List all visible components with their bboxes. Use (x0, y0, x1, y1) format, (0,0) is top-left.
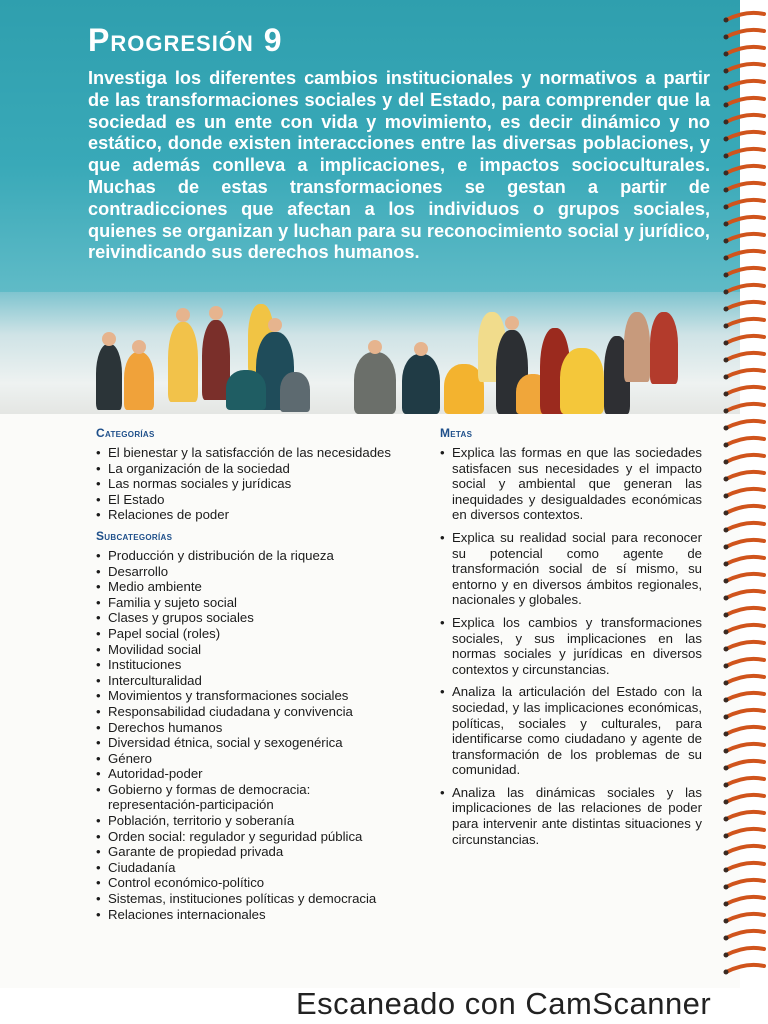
spiral-loop (726, 251, 764, 258)
spiral-loop (726, 557, 764, 564)
binding-hole (724, 834, 729, 839)
spiral-loop (726, 421, 764, 428)
spiral-loop (726, 897, 764, 904)
categoria-item: • Las normas sociales y jurídicas (96, 476, 396, 492)
spiral-loop (726, 846, 764, 853)
binding-hole (724, 732, 729, 737)
spiral-loop (726, 268, 764, 275)
subcategoria-item: • Papel social (roles) (96, 626, 396, 642)
binding-hole (724, 613, 729, 618)
binding-hole (724, 511, 729, 516)
spiral-loop (726, 64, 764, 71)
binding-hole (724, 953, 729, 958)
binding-hole (724, 256, 729, 261)
binding-hole (724, 647, 729, 652)
page-title: Progresión 9 (88, 22, 283, 58)
binding-hole (724, 18, 729, 23)
subcategoria-item: • Producción y distribución de la riqueza (96, 548, 396, 564)
binding-hole (724, 885, 729, 890)
binding-hole (724, 120, 729, 125)
binding-hole (724, 545, 729, 550)
categoria-item: • Relaciones de poder (96, 507, 396, 523)
binding-hole (724, 460, 729, 465)
binding-hole (724, 69, 729, 74)
spiral-loop (726, 574, 764, 581)
categorias-heading: Categorías (96, 426, 155, 440)
spiral-loop (726, 234, 764, 241)
spiral-loop (726, 336, 764, 343)
binding-hole (724, 392, 729, 397)
spiral-loop (726, 608, 764, 615)
spiral-binding (720, 0, 768, 988)
binding-hole (724, 749, 729, 754)
spiral-loop (726, 523, 764, 530)
spiral-loop (726, 115, 764, 122)
spiral-loop (726, 149, 764, 156)
binding-hole (724, 783, 729, 788)
binding-hole (724, 307, 729, 312)
spiral-loop (726, 591, 764, 598)
spiral-loop (726, 744, 764, 751)
binding-hole (724, 35, 729, 40)
spiral-loop (726, 659, 764, 666)
spiral-loop (726, 438, 764, 445)
subcategoria-item: • Medio ambiente (96, 579, 396, 595)
binding-hole (724, 222, 729, 227)
binding-hole (724, 698, 729, 703)
spiral-loop (726, 370, 764, 377)
subcategoria-item: • Desarrollo (96, 564, 396, 580)
spiral-loop (726, 98, 764, 105)
metas-heading: Metas (440, 426, 473, 440)
subcategoria-item: • Relaciones internacionales (96, 907, 396, 923)
spiral-loop (726, 880, 764, 887)
subcategoria-item: • Movilidad social (96, 642, 396, 658)
categoria-item: • El bienestar y la satisfacción de las necesidades (96, 445, 396, 461)
spiral-loop (726, 778, 764, 785)
spiral-loop (726, 914, 764, 921)
spiral-loop (726, 506, 764, 513)
binding-hole (724, 800, 729, 805)
binding-hole (724, 715, 729, 720)
binding-hole (724, 970, 729, 975)
spiral-loop (726, 540, 764, 547)
meta-item: • Explica los cambios y transformaciones sociales, y sus implicaciones en las normas sociales y jurídicas en diversos contextos y circunstancias. (440, 615, 702, 677)
spiral-loop (726, 489, 764, 496)
spiral-loop (726, 829, 764, 836)
spiral-loop (726, 812, 764, 819)
people-figurines-photo (0, 292, 740, 414)
scanner-footer (0, 988, 768, 1024)
spiral-loop (726, 30, 764, 37)
spiral-loop (726, 47, 764, 54)
spiral-loop (726, 302, 764, 309)
binding-hole (724, 477, 729, 482)
spiral-loop (726, 353, 764, 360)
binding-hole (724, 766, 729, 771)
meta-item: • Analiza la articulación del Estado con la sociedad, y las implicaciones económicas, políticas, sociales y culturales, para identificarse como ciudadano y agente de transformación de los problemas de su comunidad. (440, 684, 702, 778)
intro-paragraph: Investiga los diferentes cambios institucionales y normativos a partir de las transformaciones sociales y del Estado, para comprender que la sociedad es un ente con vida y movimiento, es decir dinámico y no estático, donde existen interacciones entre las diversas poblaciones, y que además conlleva a implicaciones, e impactos socioculturales. Muchas de estas transformaciones se gestan a partir de contradicciones que afectan a los individuos o grupos sociales, quienes se organizan y luchan para su reconocimiento social y jurídico, reivindicando sus derechos humanos. (88, 68, 710, 263)
binding-hole (724, 664, 729, 669)
spiral-loop (726, 472, 764, 479)
binding-hole (724, 494, 729, 499)
subcategoria-item: • Género (96, 751, 396, 767)
left-column (96, 426, 396, 922)
spiral-loop (726, 132, 764, 139)
spiral-loop (726, 166, 764, 173)
binding-hole (724, 868, 729, 873)
metas-list (440, 445, 702, 847)
subcategoria-item: • Diversidad étnica, social y sexogenérica (96, 735, 396, 751)
spiral-loop (726, 200, 764, 207)
binding-hole (724, 358, 729, 363)
spiral-loop (726, 931, 764, 938)
subcategoria-item: • Interculturalidad (96, 673, 396, 689)
spiral-loop (726, 217, 764, 224)
meta-item: • Explica su realidad social para reconocer su potencial como agente de transformación social de sí mismo, su entorno y en diversos ámbitos regionales, nacionales y globales. (440, 530, 702, 608)
binding-hole (724, 273, 729, 278)
binding-hole (724, 290, 729, 295)
subcategoria-item: • Control económico-político (96, 875, 396, 891)
right-column (440, 426, 702, 854)
binding-hole (724, 409, 729, 414)
categoria-item: • El Estado (96, 492, 396, 508)
subcategoria-item: • Instituciones (96, 657, 396, 673)
binding-hole (724, 902, 729, 907)
subcategoria-item: • Familia y sujeto social (96, 595, 396, 611)
spiral-loop (726, 863, 764, 870)
binding-hole (724, 817, 729, 822)
binding-hole (724, 103, 729, 108)
binding-hole (724, 137, 729, 142)
binding-hole (724, 205, 729, 210)
spiral-loop (726, 676, 764, 683)
binding-hole (724, 936, 729, 941)
spiral-loop (726, 693, 764, 700)
subcategoria-item: • Gobierno y formas de democracia: representación-participación (96, 782, 396, 813)
meta-item: • Explica las formas en que las sociedades satisfacen sus necesidades y el impacto social y ambiental que generan las inequidades y desigualdades económicas en diversos contextos. (440, 445, 702, 523)
binding-hole (724, 154, 729, 159)
meta-item: • Analiza las dinámicas sociales y las implicaciones de las relaciones de poder para intervenir ante distintas situaciones y circunstancias. (440, 785, 702, 847)
binding-hole (724, 426, 729, 431)
spiral-loop (726, 625, 764, 632)
binding-hole (724, 681, 729, 686)
binding-hole (724, 188, 729, 193)
binding-hole (724, 239, 729, 244)
spiral-loop (726, 455, 764, 462)
subcategoria-item: • Movimientos y transformaciones sociales (96, 688, 396, 704)
binding-hole (724, 630, 729, 635)
spiral-loop (726, 319, 764, 326)
subcategoria-item: • Sistemas, instituciones políticas y democracia (96, 891, 396, 907)
spiral-loop (726, 948, 764, 955)
spiral-loop (726, 387, 764, 394)
spiral-loop (726, 183, 764, 190)
categoria-item: • La organización de la sociedad (96, 461, 396, 477)
binding-hole (724, 919, 729, 924)
spiral-loop (726, 710, 764, 717)
subcategorias-list (96, 548, 396, 922)
binding-hole (724, 579, 729, 584)
spiral-loop (726, 13, 764, 20)
spiral-loop (726, 795, 764, 802)
spiral-loop (726, 81, 764, 88)
binding-hole (724, 443, 729, 448)
spiral-loop (726, 642, 764, 649)
binding-hole (724, 528, 729, 533)
binding-hole (724, 341, 729, 346)
scanner-watermark: Escaneado con CamScanner (296, 986, 712, 1021)
binding-hole (724, 562, 729, 567)
subcategoria-item: • Derechos humanos (96, 720, 396, 736)
categorias-list (96, 445, 396, 523)
spiral-loop (726, 761, 764, 768)
subcategoria-item: • Responsabilidad ciudadana y convivencia (96, 704, 396, 720)
binding-hole (724, 171, 729, 176)
binding-hole (724, 596, 729, 601)
subcategoria-item: • Ciudadanía (96, 860, 396, 876)
subcategoria-item: • Clases y grupos sociales (96, 610, 396, 626)
subcategoria-item: • Garante de propiedad privada (96, 844, 396, 860)
subcategoria-item: • Población, territorio y soberanía (96, 813, 396, 829)
spiral-loop (726, 727, 764, 734)
binding-hole (724, 375, 729, 380)
subcategoria-item: • Autoridad-poder (96, 766, 396, 782)
subcategorias-heading: Subcategorías (96, 528, 173, 543)
binding-hole (724, 851, 729, 856)
binding-hole (724, 52, 729, 57)
spiral-loop (726, 404, 764, 411)
binding-hole (724, 324, 729, 329)
spiral-loop (726, 285, 764, 292)
binding-hole (724, 86, 729, 91)
spiral-loop (726, 965, 764, 972)
progression-header (0, 0, 740, 300)
subcategoria-item: • Orden social: regulador y seguridad pública (96, 829, 396, 845)
